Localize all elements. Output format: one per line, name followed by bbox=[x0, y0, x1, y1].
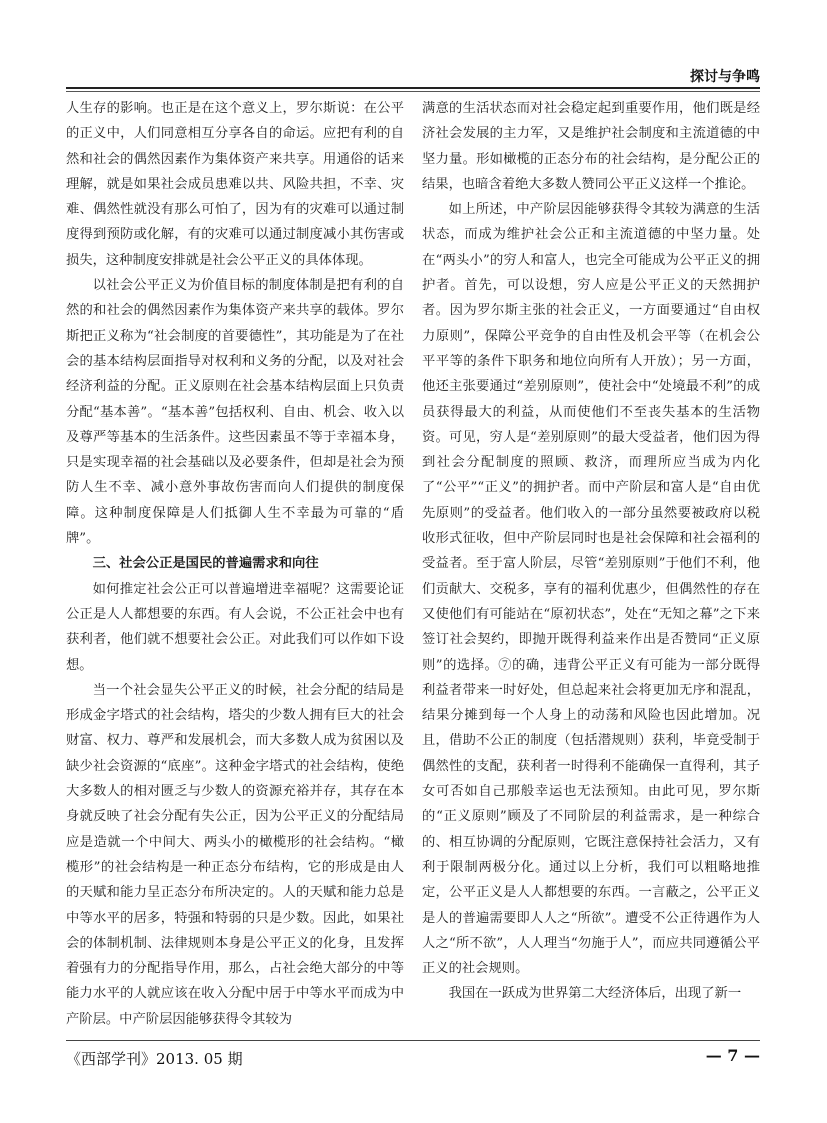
page-footer bbox=[66, 1040, 760, 1070]
paragraph: 当一个社会显失公平正义的时候，社会分配的结局是形成金字塔式的社会结构，塔尖的少数人拥有巨大的社会财富、权力、尊严和发展机会，而大多数人成为贫困以及缺少社会资源的“底座”。这种金字塔式的社会结构，使绝大多数人的相对匮乏与少数人的资源充裕并存，其存在本身就反映了社会分配有失公正，因为公平正义的分配结局应是造就一个中间大、两头小的橄榄形的社会结构。“橄榄形”的社会结构是一种正态分布结构，它的形成是由人的天赋和能力呈正态分布所决定的。人的天赋和能力总是中等水平的居多，特强和特弱的只是少数。因此，如果社会的体制机制、法律规则本身是公平正义的化身，且发挥着强有力的分配指导作用，那么，占社会绝大部分的中等能力水平的人就应该在收入分配中居于中等水平而成为中产阶层。中产阶层因能够获得令其较为 bbox=[66, 682, 404, 1027]
paragraph: 如何推定社会公正可以普遍增进幸福呢？这需要论证公正是人人都想要的东西。有人会说，不公正社会中也有获利者，他们就不想要社会公正。对此我们可以作如下设想。 bbox=[66, 581, 404, 673]
page-number: — 7 — bbox=[705, 1046, 760, 1065]
header-rule bbox=[66, 87, 760, 89]
paragraph: 以社会公平正义为价值目标的制度体制是把有利的自然的和社会的偶然因素作为集体资产来共享的载体。罗尔斯把正义称为“社会制度的首要德性”，其功能是为了在社会的基本结构层面指导对权利和义务的分配，以及对社会经济利益的分配。正义原则在社会基本结构层面上只负责分配“基本善”。“基本善”包括权利、自由、机会、收入以及尊严等基本的生活条件。这些因素虽不等于幸福本身，只是实现幸福的社会基础以及必要条件，但却是社会为预防人生不幸、减小意外事故伤害而向人们提供的制度保障。这种制度保障是人们抵御人生不幸最为可靠的“盾牌”。 bbox=[66, 278, 404, 547]
page-header bbox=[66, 60, 760, 90]
footer-rule bbox=[66, 1040, 760, 1041]
right-column bbox=[422, 96, 760, 1036]
journal-name: 《西部学刊》2013. 05 期 bbox=[66, 1050, 243, 1068]
left-column bbox=[66, 96, 404, 1036]
paragraph: 我国在一跃成为世界第二大经济体后，出现了新一 bbox=[448, 986, 742, 1002]
paragraph: 如上所述，中产阶层因能够获得令其较为满意的生活状态，而成为维护社会公正和主流道德的中坚力量。处在“两头小”的穷人和富人，也完全可能成为公平正义的拥护者。首先，可以设想，穷人应是公平正义的天然拥护者。因为罗尔斯主张的社会正义，一方面要通过“自由权力原则”，保障公平竞争的自由性及机会平等（在机会公平平等的条件下职务和地位向所有人开放）；另一方面，他还主张要通过“差别原则”，使社会中“处境最不利”的成员获得最大的利益，从而使他们不至丧失基本的生活物资。可见，穷人是“差别原则”的最大受益者，他们因为得到社会分配制度的照顾、救济，而理所应当成为内化了“公平”“正义”的拥护者。而中产阶层和富人是“自由优先原则”的受益者。他们收入的一部分虽然要被政府以税收形式征收，但中产阶层同时也是社会保障和社会福利的受益者。至于富人阶层，尽管“差别原则”于他们不利，他们贡献大、交税多，享有的福利优惠少，但偶然性的存在又使他们有可能站在“原初状态”，处在“无知之幕”之下来签订社会契约，即抛开既得利益来作出是否赞同“正义原则”的选择。⑦的确，违背公平正义有可能为一部分既得利益者带来一时好处，但总起来社会将更加无序和混乱，结果分摊到每一个人身上的动荡和风险也因此增加。况且，借助不公正的制度（包括潜规则）获利，毕竟受制于偶然性的支配，获利者一时得利不能确保一直得利，其子女可否如自己那般幸运也无法预知。由此可见，罗尔斯的“正义原则”顾及了不同阶层的利益需求，是一种综合的、相互协调的分配原则，它既注意保持社会活力，又有利于限制两极分化。通过以上分析，我们可以粗略地推定，公平正义是人人都想要的东西。一言蔽之，公平正义是人的普遍需要即人人之“所欲”。遭受不公正待遇作为人人之“所不欲”，人人理当“勿施于人”，而应共同遵循公平正义的社会规则。 bbox=[422, 202, 760, 977]
header-rule-thin bbox=[66, 91, 760, 92]
paragraph: 满意的生活状态而对社会稳定起到重要作用，他们既是经济社会发展的主力军，又是维护社会制度和主流道德的中坚力量。形如橄榄的正态分布的社会结构，是分配公正的结果，也暗含着绝大多数人赞同公平正义这样一个推论。 bbox=[422, 101, 760, 192]
section-heading: 三、社会公正是国民的普遍需求和向往 bbox=[92, 556, 319, 572]
paragraph: 人生存的影响。也正是在这个意义上，罗尔斯说：在公平的正义中，人们同意相互分享各自的命运。应把有利的自然和社会的偶然因素作为集体资产来共享。用通俗的话来理解，就是如果社会成员患难以共、风险共担，不幸、灾难、偶然性就没有那么可怕了，因为有的灾难可以通过制度得到预防或化解，有的灾难可以通过制度减小其伤害或损失，这种制度安排就是社会公平正义的具体体现。 bbox=[66, 101, 404, 268]
section-label: 探讨与争鸣 bbox=[690, 69, 760, 85]
